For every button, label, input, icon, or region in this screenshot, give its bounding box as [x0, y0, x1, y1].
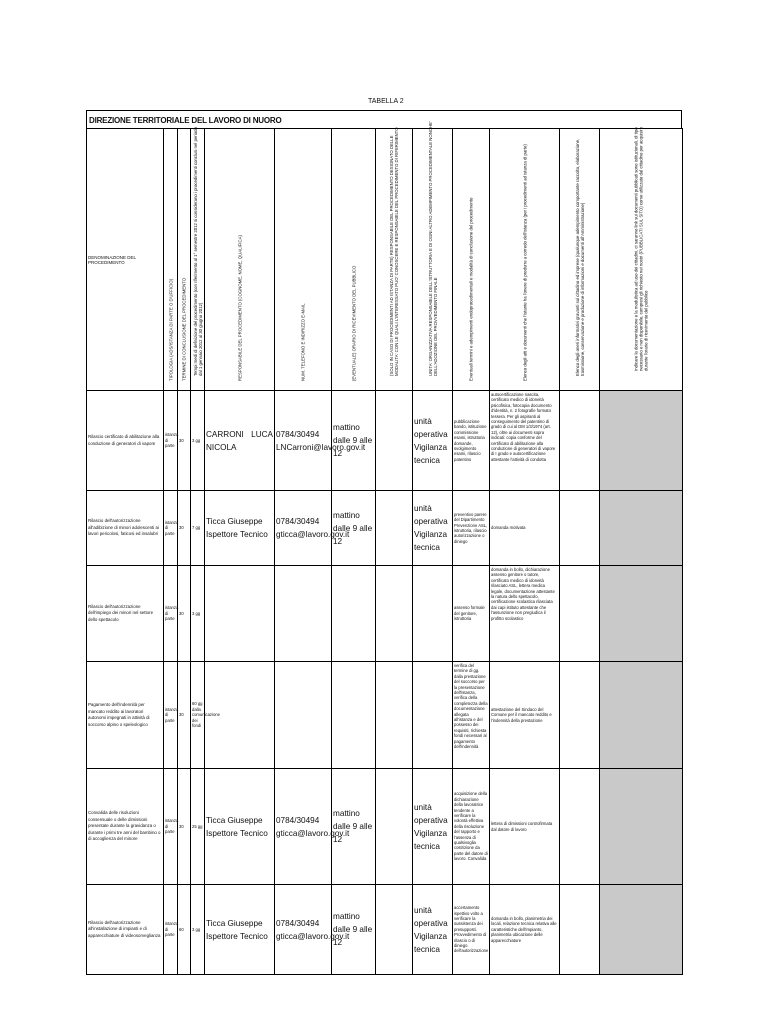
header-cell: Eventuali termini e adempimenti endoprocedimentali e modalità di conclusione del procedimento: [453, 129, 490, 391]
responsabile-cell: Ticca Giuseppe Ispettore Tecnico: [205, 885, 275, 975]
tipologia-cell: istanza di parte: [164, 769, 178, 885]
unita-cell: unità operativa Vigilanza tecnica: [413, 391, 453, 491]
table-row: [87, 885, 683, 975]
tempi-cell: 25 gg: [191, 769, 205, 885]
documenti-cell: domanda motivata: [490, 491, 560, 566]
procedure-name: Rilascio dell'autorizzazione all'installazione di impianti e di apparecchiature di videosorveglianza: [87, 885, 164, 975]
procedure-name: Convalida delle risoluzioni consensuale o delle dimissioni presentate durante la gravidanza o durante i primi tre anni del bambino o di accoglienza del minore: [87, 769, 164, 885]
procedure-name: Rilascio dell'autorizzazione dell'impiego dei minori nel settore dello spettacolo: [87, 566, 164, 662]
responsabile-cell: CARRONI LUCA NICOLA: [205, 391, 275, 491]
modulistica-cell: [600, 391, 683, 491]
unita-cell: unità operativa Vigilanza tecnica: [413, 769, 453, 885]
modalita-cell: [376, 491, 413, 566]
modalita-cell: [376, 885, 413, 975]
contatti-cell: 0784/30494 gticca@lavoro.gov.it: [275, 885, 332, 975]
responsabile-cell: Ticca Giuseppe Ispettore Tecnico: [205, 491, 275, 566]
tempi-cell: 7 gg: [191, 491, 205, 566]
tempi-cell: 3 gg: [191, 391, 205, 491]
contatti-cell: [275, 662, 332, 769]
oneri-cell: [560, 491, 600, 566]
header-row: [87, 129, 683, 391]
termine-cell: 30: [178, 769, 191, 885]
contatti-cell: 0784/30494 gticca@lavoro.gov.it: [275, 491, 332, 566]
orario-cell: [332, 566, 376, 662]
unita-cell: [413, 662, 453, 769]
procedure-name: Rilascio certificato di abilitazione alla conduzione di generatori di vapore: [87, 391, 164, 491]
table-label: TABELLA 2: [368, 98, 404, 105]
documenti-cell: domanda in bollo, planimetria dei locali, relazione tecnica relativa alle caratteristiche dell'impianto, planimetria ubicazione delle apparecchiature: [490, 885, 560, 975]
termine-cell: 60: [178, 885, 191, 975]
modulistica-cell: [600, 491, 683, 566]
oneri-cell: [560, 391, 600, 491]
unita-cell: unità operativa Vigilanza tecnica: [413, 491, 453, 566]
oneri-cell: [560, 769, 600, 885]
termini-endo-cell: preventivo parere del Dipartimento Prevenzione ASL, istruttoria, rilascio autorizzazione o diniego: [453, 491, 490, 566]
modulistica-cell: [600, 769, 683, 885]
table-row: [87, 491, 683, 566]
tempi-cell: 3 gg: [191, 566, 205, 662]
procedure-name: Rilascio dell'autorizzazione all'adibizione di minori adolescenti ai lavori pericolosi, faticosi ed insalubri: [87, 491, 164, 566]
modalita-cell: [376, 566, 413, 662]
termini-endo-cell: accertamento ispettivo volto a verificare la sussistenza dei presupposti. Provvedimento di rilascio o di diniego dell'autorizzazione: [453, 885, 490, 975]
modalita-cell: [376, 662, 413, 769]
header-cell: TIPOLOGIA (ADS/ISTANZA DI PARTE O D'UFFICIO): [164, 129, 178, 391]
header-cell: TERMINE DI CONCLUSIONE DEL PROCEDIMENTO: [178, 129, 191, 391]
procedure-name: Pagamento dell'indennità per mancato reddito ai lavoratori autonomi impegnati in attività di soccorso alpino o speleologico: [87, 662, 164, 769]
modalita-cell: [376, 391, 413, 491]
oneri-cell: [560, 885, 600, 975]
tipologia-cell: istanza di parte: [164, 491, 178, 566]
documenti-cell: lettera di dimissioni controfirmata dal datore di lavoro: [490, 769, 560, 885]
table-row: [87, 566, 683, 662]
termini-endo-cell: pubblicazione bando, istituzione commissione esami, istruttoria domande, svolgimento esami, rilascio patentino: [453, 391, 490, 491]
oneri-cell: [560, 662, 600, 769]
table-row: [87, 769, 683, 885]
header-cell: UNITA' ORGANIZZATIVA RESPONSABILE DELL'ISTRUTTORIA E DI OGNI ALTRO ADEMPIMENTO PROCEDIMENTALE NONCHE' DELL'ADOZIONE DEL PROVVEDIMENTO FINALE: [413, 129, 453, 391]
header-cell: (SOLO IN CASO DI PROCEDIMENTI AD ISTANZA DI PARTE) RESPONSABILE DEL PROCEDIMENTO DESIGNATO DELLE MODALITA' CON LE QUALI L'INTERESSATO PUO' CONOSCERE E RESPONSABILE DEL PROCEDIMENTO DI RIFERIMENTO: [376, 129, 413, 391]
orario-cell: mattino dalle 9 alle 12: [332, 391, 376, 491]
modulistica-cell: [600, 566, 683, 662]
responsabile-cell: Ticca Giuseppe Ispettore Tecnico: [205, 769, 275, 885]
procedures-table: [86, 121, 683, 975]
office-title: DIREZIONE TERRITORIALE DEL LAVORO DI NUORO: [89, 116, 282, 125]
tipologia-cell: istanza di parte: [164, 662, 178, 769]
table-row: [87, 391, 683, 491]
tempi-cell: 60 gg dalla comunicazione dei fondi: [191, 662, 205, 769]
documenti-cell: attestazione del Sindaco del Comune per il mancato reddito e l'indennità della prestazione: [490, 662, 560, 769]
contatti-cell: 0784/30494 gticca@lavoro.gov.it: [275, 769, 332, 885]
tipologia-cell: istanza di parte: [164, 566, 178, 662]
table-row: [87, 662, 683, 769]
termine-cell: 30: [178, 662, 191, 769]
header-cell: Indicare la documentazione e la modulistica ad uso dei cittadini, ci saranno link sui documenti pubblicati sono istituzionali, di tipo necessario e non disponibile, compresi gli richiesto nei nostri (PUBBLICATI SUL SITO) come utilizzato dal cittadino per acquisire durante l'orario di ricevimento del pubblico: [600, 129, 683, 391]
contatti-cell: [275, 566, 332, 662]
termini-endo-cell: verifica del termine di gg. dalla prestazione del soccorso per la presentazione dell'istanza, verifica della completezza della documentazione allegata all'istanza e del possesso dei requisiti, richiesta fondi necessari al pagamento dell'indennità: [453, 662, 490, 769]
termine-cell: 30: [178, 566, 191, 662]
termine-cell: 30: [178, 491, 191, 566]
oneri-cell: [560, 566, 600, 662]
termini-endo-cell: assenso formale del genitore, istruttoria: [453, 566, 490, 662]
responsabile-cell: [205, 566, 275, 662]
tipologia-cell: istanza di parte: [164, 391, 178, 491]
header-cell: Elenco degli atti e documenti che l'istante ha l'onere di produrre a corredo dell'istanza (per i procedimenti ad istanza di parte): [490, 129, 560, 391]
orario-cell: [332, 662, 376, 769]
modulistica-cell: [600, 885, 683, 975]
modulistica-cell: [600, 662, 683, 769]
header-cell: (EVENTUALE) ORARIO DI RICEVIMENTO DEL PUBBLICO: [332, 129, 376, 391]
unita-cell: [413, 566, 453, 662]
orario-cell: mattino dalle 9 alle 12: [332, 769, 376, 885]
header-cell: RESPONSABILE DEL PROCEDIMENTO (COGNOME, NOME, QUALIFICA): [205, 129, 275, 391]
orario-cell: mattino dalle 9 alle 12: [332, 885, 376, 975]
termine-cell: 30: [178, 391, 191, 491]
documenti-cell: domanda in bollo, dichiarazione assenso genitore o tutore, certificato medico di idoneità rilasciato ASL, lettera medica legale, documentazione attestante la natura dello spettacolo, certificazione scolastica rilasciata dai capi istituto attestante che l'assunzione non pregiudica il profitto scolastico: [490, 566, 560, 662]
orario-cell: mattino dalle 9 alle 12: [332, 491, 376, 566]
tempi-cell: 3 gg: [191, 885, 205, 975]
header-cell: Elenco degli oneri informativi gravanti sul cittadino ed imprese (qualunque adempimento comportante raccolta, elaborazione, trasmissione, conservazione e produzione di informazioni e documenti all'Amministrazione): [560, 129, 600, 391]
office-title-row: [86, 110, 682, 128]
termini-endo-cell: acquisizione della dichiarazione della lavoratrice tendente a verificare la volontà effettiva della risoluzione del rapporto e l'assenza di qualsivoglia costrizione da parte del datore di lavoro. Convalida: [453, 769, 490, 885]
header-cell: NUM. TELEFONO E INDIRIZZO E-MAIL: [275, 129, 332, 391]
header-cell: Tempi medi di definizione del procedimento (con riferimento al 1° semestre 2012 si considerano i procedimenti conclusi nel periodo dal 1 gennaio 2012 al 30 giugno 2012): [191, 129, 205, 391]
tipologia-cell: istanza di parte: [164, 885, 178, 975]
documenti-cell: autocertificazione nascita, certificato medico di idoneità psicofisica, fotocopia documento d'identità, n. 2 fotografie formato tessera. Per gli aspiranti al conseguimento del patentino di grado di cui al DM 1/3/1974 (art. 12), oltre ai documenti sopra indicati: copia conforme del certificato di abilitazione alla conduzione di generatori di vapore di I grado e autocertificazione attestante l'attività di condotta: [490, 391, 560, 491]
modalita-cell: [376, 769, 413, 885]
unita-cell: unità operativa Vigilanza tecnica: [413, 885, 453, 975]
contatti-cell: 0784/30494 LNCarroni@lavoro.gov.it: [275, 391, 332, 491]
header-cell: DENOMINAZIONE DEL PROCEDIMENTO: [87, 129, 164, 391]
